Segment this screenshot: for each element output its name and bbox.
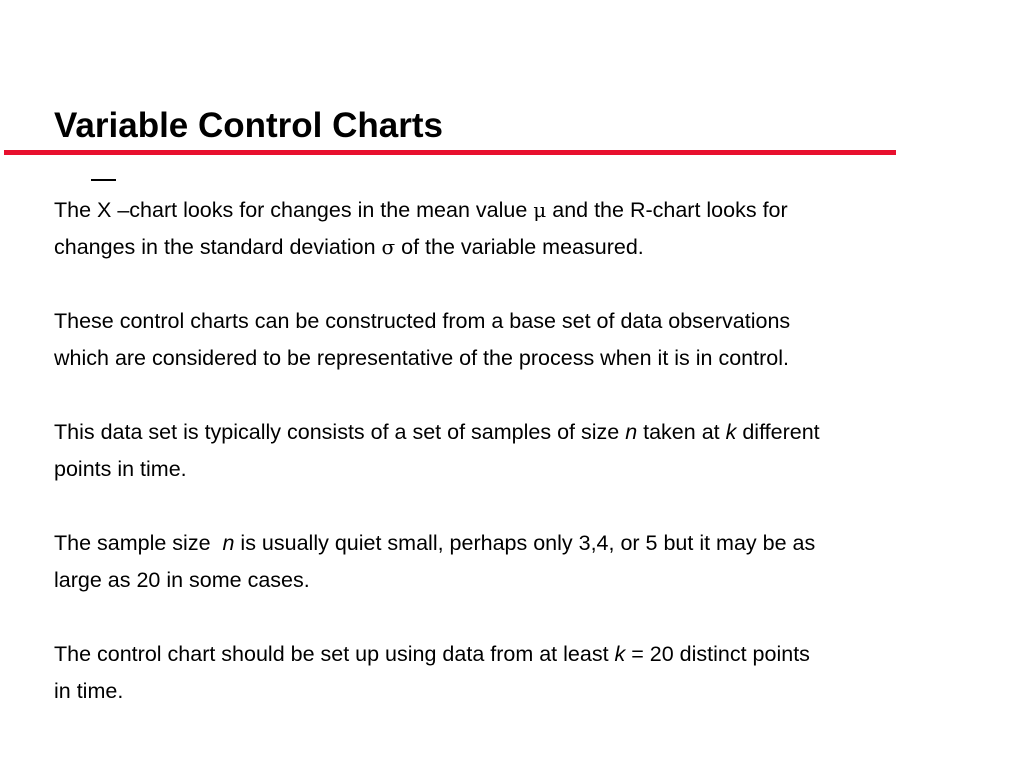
text-run: = 20 distinct points xyxy=(625,642,810,666)
variable-n: n xyxy=(222,531,235,555)
text-run: The sample size xyxy=(54,531,223,555)
paragraph-line: in time. xyxy=(54,679,124,703)
variable-n: n xyxy=(625,420,638,444)
text-run: different xyxy=(736,420,820,444)
x-letter: X xyxy=(97,198,112,222)
paragraph-sample-structure xyxy=(54,414,984,488)
paragraph-line: These control charts can be constructed from a base set of data observations xyxy=(54,309,791,333)
paragraph-distinct-points xyxy=(54,636,984,710)
text-run: The xyxy=(54,198,98,222)
text-run: and the R-chart looks for xyxy=(546,198,788,222)
variable-k: k xyxy=(614,642,626,666)
slide-title: Variable Control Charts xyxy=(54,106,443,145)
paragraph-line xyxy=(54,414,984,451)
sigma-symbol: σ xyxy=(381,235,396,259)
text-run: The control chart should be set up using data from at least xyxy=(54,642,615,666)
paragraph-line: which are considered to be representative of the process when it is in control. xyxy=(54,346,789,370)
variable-k: k xyxy=(725,420,737,444)
text-run: of the variable measured. xyxy=(395,235,644,259)
paragraph-sample-size xyxy=(54,525,984,599)
x-bar-symbol xyxy=(97,192,111,229)
paragraph-line: large as 20 in some cases. xyxy=(54,568,310,592)
paragraph-line xyxy=(54,229,984,266)
paragraph-line xyxy=(54,636,984,673)
text-run: changes in the standard deviation xyxy=(54,235,382,259)
paragraph-base-data-set xyxy=(54,303,984,377)
text-run: is usually quiet small, perhaps only 3,4, or 5 but it may be as xyxy=(234,531,816,555)
mu-symbol: μ xyxy=(533,198,547,222)
paragraph-line: points in time. xyxy=(54,457,187,481)
overline xyxy=(91,179,116,181)
text-run: –chart looks for changes in the mean value xyxy=(111,198,534,222)
text-run: This data set is typically consists of a set of samples of size xyxy=(54,420,626,444)
paragraph-xbar-r-chart xyxy=(54,192,984,266)
paragraph-line xyxy=(54,525,984,562)
title-underline-rule xyxy=(4,150,896,155)
text-run: taken at xyxy=(637,420,726,444)
paragraph-line xyxy=(54,192,984,229)
